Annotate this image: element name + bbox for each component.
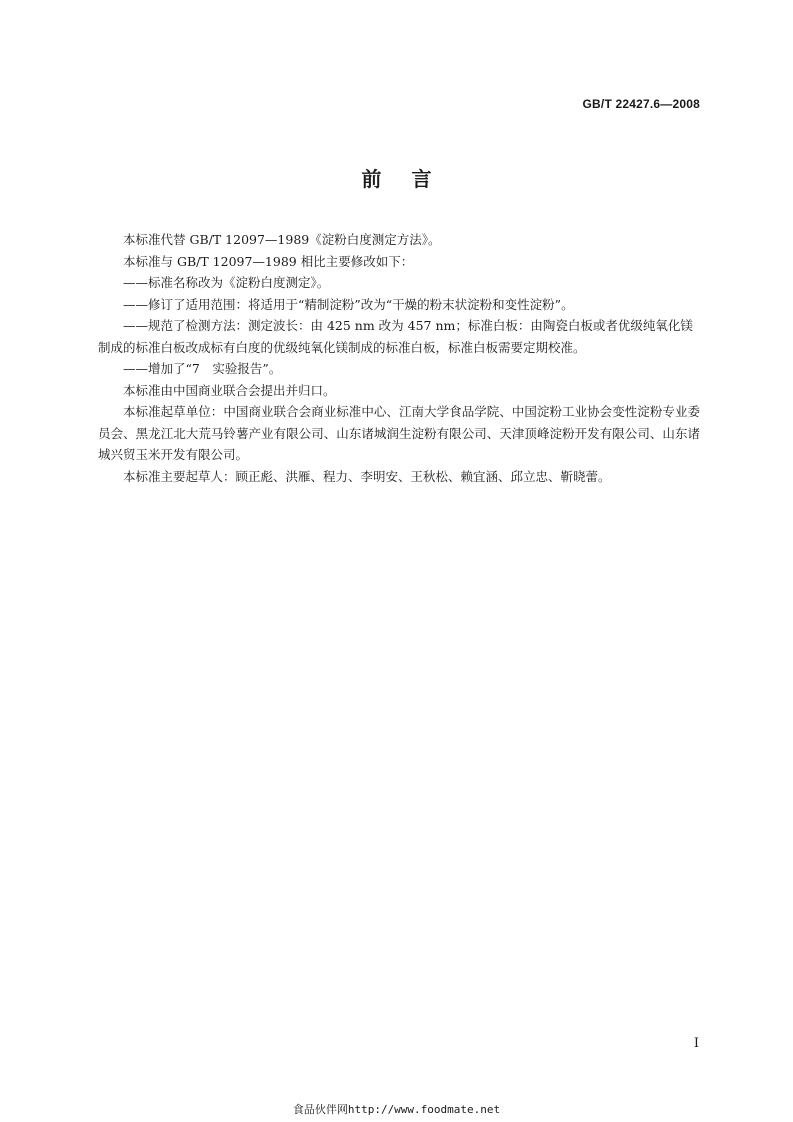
paragraph-replaces: 本标准代替 GB/T 12097—1989《淀粉白度测定方法》。	[123, 232, 441, 247]
paragraph-drafting-units: 本标准起草单位：中国商业联合会商业标准中心、江南大学食品学院、中国淀粉工业协会变性淀粉专业委员会、黑龙江北大荒马铃薯产业有限公司、山东诸城润生淀粉有限公司、天津顶峰淀粉开发有限公司、山东诸城兴贸玉米开发有限公司。	[98, 404, 700, 462]
page-number: I	[693, 1036, 699, 1051]
list-item-method-change	[98, 315, 700, 358]
list-item-title-change: ——标准名称改为《淀粉白度测定》。	[123, 275, 330, 290]
title-char-2: 言	[411, 167, 432, 191]
title-char-1: 前	[361, 167, 382, 191]
foreword-body	[98, 229, 700, 487]
paragraph-proposer: 本标准由中国商业联合会提出并归口。	[123, 382, 336, 398]
list-item-scope-change: ——修订了适用范围：将适用于“精制淀粉”改为“干燥的粉末状淀粉和变性淀粉”。	[123, 296, 574, 312]
method-change-line-1: ——规范了检测方法：测定波长：由 425 nm 改为 457 nm；标准白板：由陶瓷白板或者优级纯氧化镁	[123, 318, 693, 333]
page-title	[0, 163, 793, 192]
paragraph-changes-intro: 本标准与 GB/T 12097—1989 相比主要修改如下：	[123, 253, 414, 269]
method-change-line-2: 制成的标准白板改成标有白度的优级纯氧化镁制成的标准白板，标准白板需要定期校准。	[98, 339, 586, 355]
standard-code: GB/T 22427.6—2008	[582, 97, 700, 111]
paragraph-drafters: 本标准主要起草人：顾正彪、洪雁、程力、李明安、王秋松、赖宜涵、邱立忠、靳晓蕾。	[123, 468, 611, 484]
footer-watermark: 食品伙伴网http://www.foodmate.net	[292, 1103, 501, 1116]
list-item-report-added: ——增加了“7 实验报告”。	[123, 361, 282, 376]
